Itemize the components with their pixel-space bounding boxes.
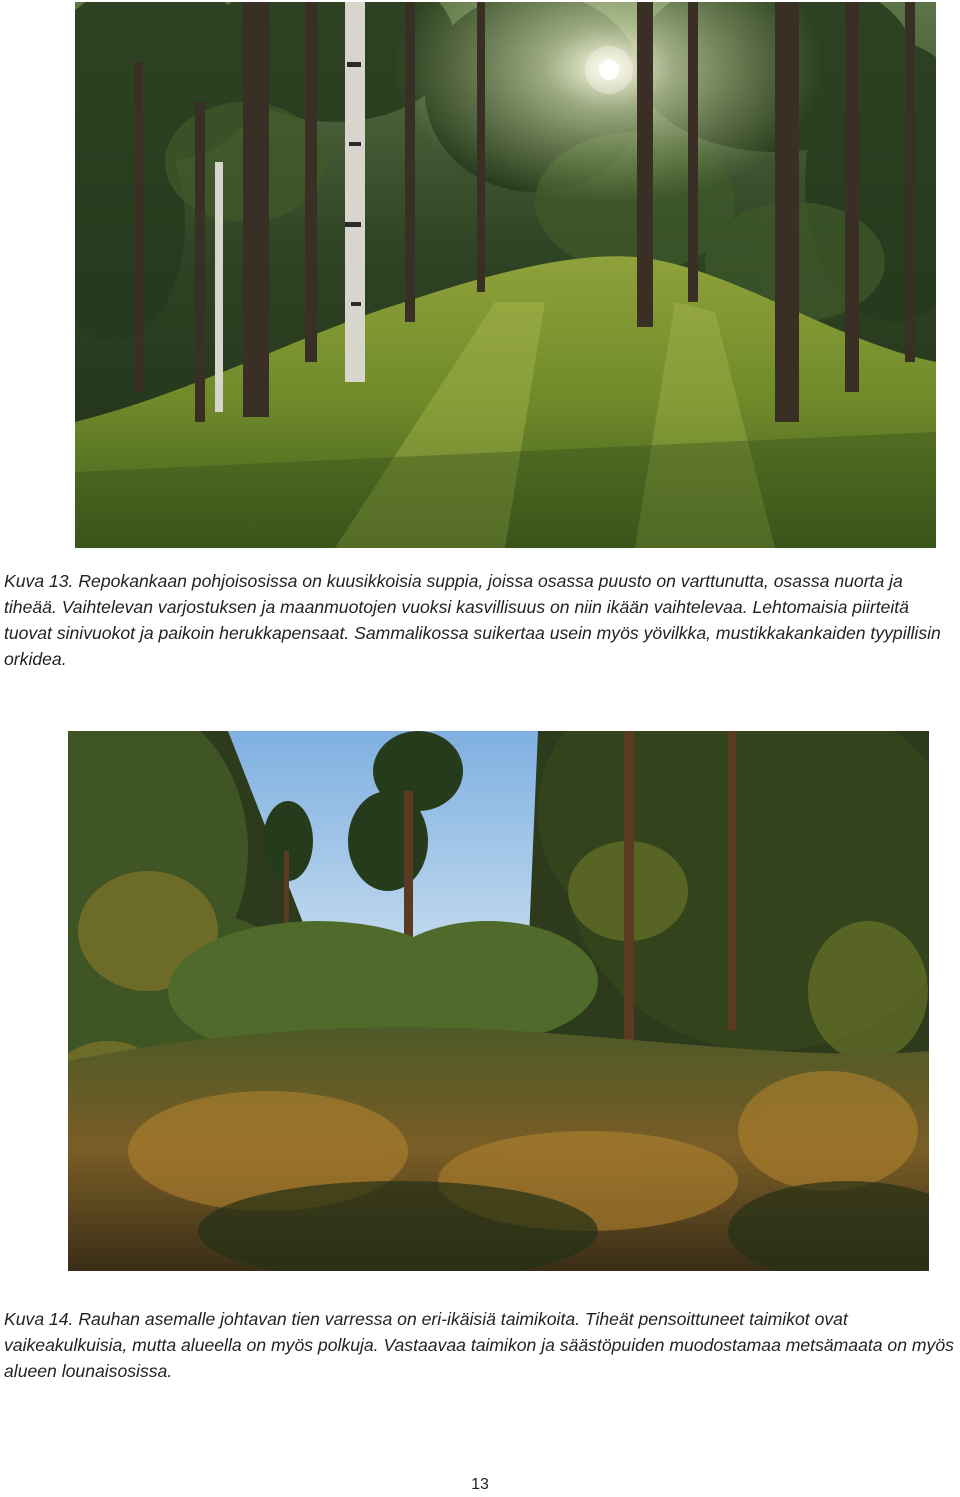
figure-caption: Kuva 14. Rauhan asemalle johtavan tien varressa on eri-ikäisiä taimikoita. Tiheät pensoittuneet taimikot ovat vaikeakulkuisia, mutta alueella on myös polkuja. Vastaavaa taimikon ja säästöpuiden muodostamaa metsämaata on myös alueen lounaisosissa. xyxy=(4,1309,954,1381)
forest-photo-spruce-hill xyxy=(75,2,936,548)
page-number: 13 xyxy=(471,1476,489,1493)
figure-caption: Kuva 13. Repokankaan pohjoisosissa on kuusikkoisia suppia, joissa osassa puusto on varttunutta, osassa nuorta ja tiheää. Vaihtelevan varjostuksen ja maanmuotojen vuoksi kasvillisuus on niin ikään vaihtelevaa. Lehtomaisia piirteitä tuovat sinivuokot ja paikoin herukkapensaat. Sammalikossa suikertaa usein myös yövilkka, mustikkakankaiden tyypillisin orkidea. xyxy=(4,571,941,669)
forest-photo-sapling-stand xyxy=(68,731,929,1271)
